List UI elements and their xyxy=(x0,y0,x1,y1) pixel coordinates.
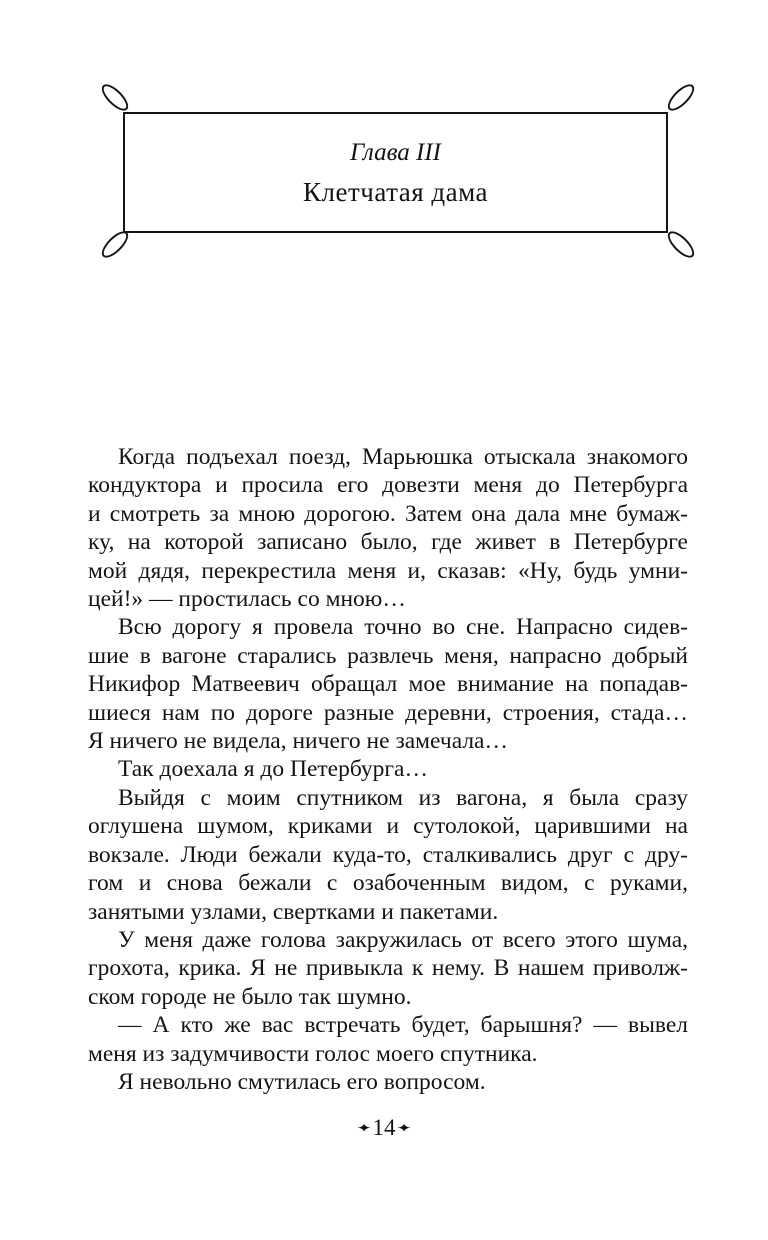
text-block xyxy=(88,443,688,1096)
text-line: цей!» — простилась со мною… xyxy=(88,586,406,613)
text-line: Никифор Матвеевич обращал мое внимание на попадав- xyxy=(88,671,688,698)
text-line: Я невольно смутилась его вопросом. xyxy=(118,1068,486,1095)
text-line: кондуктора и просила его довезти меня до Петербурга xyxy=(88,472,688,499)
text-line: меня из задумчивости голос моего спутника. xyxy=(88,1040,538,1067)
text-line: вокзале. Люди бежали куда-то, сталкивались друг с дру- xyxy=(88,841,688,868)
chapter-title: Клетчатая дама xyxy=(302,177,489,207)
corner-loop-ornament-bottom-right xyxy=(664,227,699,262)
text-line: грохота, крика. Я не привыкла к нему. В нашем приволж- xyxy=(88,955,688,982)
text-line: оглушена шумом, криками и сутолокой, царившими на xyxy=(88,813,688,840)
page-number: 14 xyxy=(372,1115,396,1140)
text-line: ку, на которой записано было, где живет в Петербурге xyxy=(88,529,688,556)
text-line: занятыми узлами, свертками и пакетами. xyxy=(88,898,499,925)
chapter-number-label: Глава III xyxy=(349,139,441,166)
chapter-heading-box xyxy=(123,112,668,233)
text-line: гом и снова бежали с озабоченным видом, с руками, xyxy=(88,870,688,897)
text-line: Всю дорогу я провела точно во сне. Напрасно сидев- xyxy=(118,614,688,641)
text-line: шиеся нам по дороге разные деревни, строения, стада… xyxy=(88,699,688,726)
corner-loop-ornament-top-right xyxy=(664,80,699,115)
text-line: ском городе не было так шумно. xyxy=(88,983,412,1010)
page-footer xyxy=(0,1114,768,1145)
corner-loop-ornament-bottom-left xyxy=(98,227,133,262)
text-line: — А кто же вас встречать будет, барышня? — вывел xyxy=(118,1012,688,1039)
text-line: Когда подъехал поезд, Марьюшка отыскала знакомого xyxy=(118,444,688,470)
text-line: мой дядя, перекрестила меня и, сказав: «Ну, будь умни- xyxy=(88,557,688,584)
text-line: У меня даже голова закружилась от всего этого шума, xyxy=(118,926,688,953)
text-line: и смотреть за мною дорогою. Затем она дала мне бумаж- xyxy=(88,500,688,527)
text-line: шие в вагоне старались развлечь меня, напрасно добрый xyxy=(88,642,688,669)
text-line: Я ничего не видела, ничего не замечала… xyxy=(88,728,508,755)
text-line: Выйдя с моим спутником из вагона, я была сразу xyxy=(118,784,688,811)
diamond-ornament-icon: ✦ xyxy=(356,1121,373,1135)
diamond-ornament-icon: ✦ xyxy=(395,1121,412,1135)
text-line: Так доехала я до Петербурга… xyxy=(118,756,428,783)
corner-loop-ornament-top-left xyxy=(98,80,133,115)
